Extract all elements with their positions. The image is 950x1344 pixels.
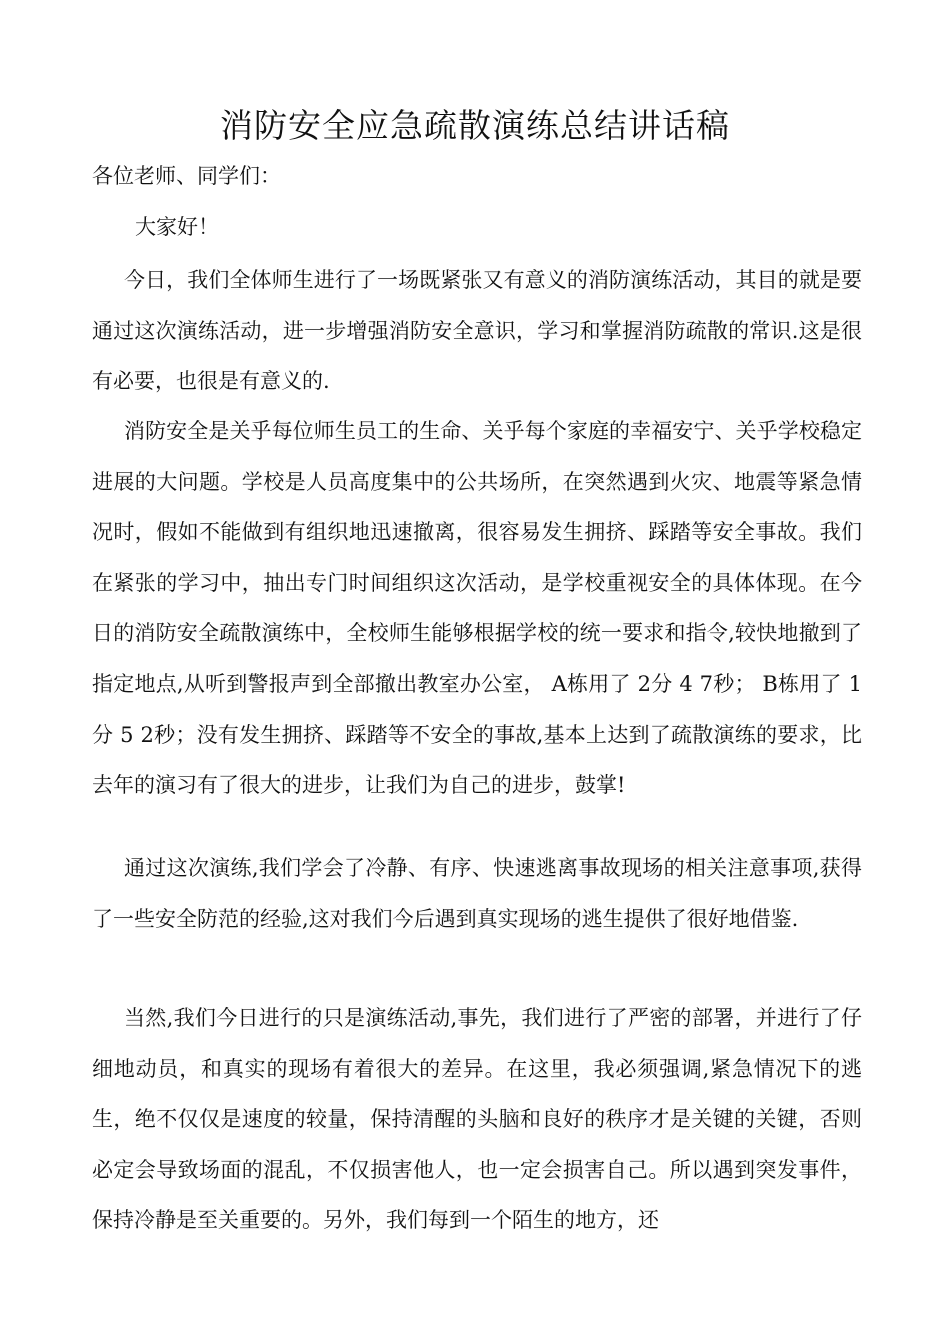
document-title: 消防安全应急疏散演练总结讲话稿 — [220, 106, 730, 145]
greeting: 大家好！ — [135, 215, 219, 239]
body-paragraph: 当然,我们今日进行的只是演练活动,事先，我们进行了严密的部署，并进行了仔细地动员，和真实的现场有着很大的差异。在这里，我必须强调,紧急情况下的逃生，绝不仅仅是速度的较量，保持清醒的头脑和良好的秩序才是关键的关键，否则必定会导致场面的混乱，不仅损害他人，也一定会损害自己。所以遇到突发事件，保持冷静是至关重要的。另外，我们每到一个陌生的地方，还 — [92, 1006, 862, 1233]
body-paragraph: 今日，我们全体师生进行了一场既紧张又有意义的消防演练活动，其目的就是要通过这次演练活动，进一步增强消防安全意识，学习和掌握消防疏散的常识.这是很有必要，也很是有意义的. — [92, 268, 862, 394]
body-paragraph: 消防安全是关乎每位师生员工的生命、关乎每个家庭的幸福安宁、关乎学校稳定进展的大问题。学校是人员高度集中的公共场所，在突然遇到火灾、地震等紧急情况时，假如不能做到有组织地迅速撤离，很容易发生拥挤、踩踏等安全事故。我们在紧张的学习中，抽出专门时间组织这次活动，是学校重视安全的具体体现。在今日的消防安全疏散演练中，全校师生能够根据学校的统一要求和指令,较快地撤到了指定地点,从听到警报声到全部撤出教室办公室， A栋用了 2分 4 7秒； B栋用了 1分 5 2秒；没有发生拥挤、踩踏等不安全的事故,基本上达到了疏散演练的要求，比去年的演习有了很大的进步，让我们为自己的进步，鼓掌! — [92, 419, 862, 798]
salutation: 各位老师、同学们： — [92, 164, 281, 188]
body-paragraph: 通过这次演练,我们学会了冷静、有序、快速逃离事故现场的相关注意事项,获得了一些安全防范的经验,这对我们今后遇到真实现场的逃生提供了很好地借鉴. — [92, 856, 862, 931]
